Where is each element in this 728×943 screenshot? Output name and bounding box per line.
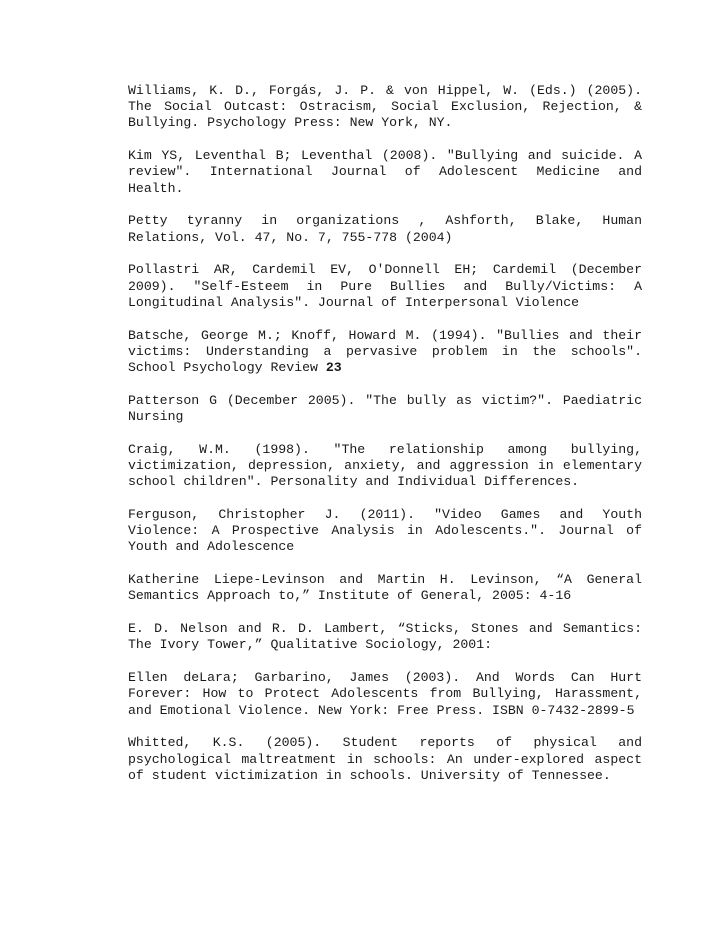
reference-text: Batsche, George M.; Knoff, Howard M. (1994). "Bullies and their victims: Understanding a pervasive problem in the schools". School Psychology Review bbox=[128, 327, 642, 376]
reference-entry bbox=[128, 213, 642, 245]
volume-number: 23 bbox=[325, 360, 342, 376]
reference-text: Katherine Liepe-Levinson and Martin H. Levinson, “A General Semantics Approach to,” Institute of General, 2005: 4-16 bbox=[128, 572, 642, 604]
reference-text: Petty tyranny in organizations , Ashforth, Blake, Human Relations, Vol. 47, No. 7, 755-778 (2004) bbox=[128, 213, 642, 245]
reference-text: Williams, K. D., Forgás, J. P. & von Hippel, W. (Eds.) (2005). The Social Outcast: Ostracism, Social Exclusion, Rejection, & Bullying. Psychology Press: New York, NY. bbox=[128, 83, 642, 131]
reference-entry bbox=[128, 442, 642, 491]
reference-text: Pollastri AR, Cardemil EV, O'Donnell EH; Cardemil (December 2009). "Self-Esteem in Pure Bullies and Bully/Victims: A Longitudinal Analysis". Journal of Interpersonal Violence bbox=[128, 262, 642, 310]
reference-entry bbox=[128, 507, 642, 556]
reference-entry bbox=[128, 328, 642, 377]
reference-text: E. D. Nelson and R. D. Lambert, “Sticks, Stones and Semantics: The Ivory Tower,” Qualitative Sociology, 2001: bbox=[128, 621, 642, 653]
reference-entry bbox=[128, 393, 642, 425]
reference-entry bbox=[128, 262, 642, 311]
reference-entry bbox=[128, 621, 642, 653]
reference-text: Kim YS, Leventhal B; Leventhal (2008). "Bullying and suicide. A review". International Journal of Adolescent Medicine and Health. bbox=[128, 148, 642, 196]
reference-text: Craig, W.M. (1998). "The relationship among bullying, victimization, depression, anxiety, and aggression in elementary school children". Personality and Individual Differences. bbox=[128, 441, 642, 490]
reference-entry bbox=[128, 670, 642, 719]
reference-text: Whitted, K.S. (2005). Student reports of physical and psychological maltreatment in schools: An under-explored aspect of student victimization in schools. University of Tennessee. bbox=[128, 735, 642, 783]
reference-entry bbox=[128, 735, 642, 784]
reference-list bbox=[128, 83, 642, 801]
reference-entry bbox=[128, 148, 642, 197]
reference-text: Patterson G (December 2005). "The bully as victim?". Paediatric Nursing bbox=[128, 392, 642, 425]
reference-text: Ferguson, Christopher J. (2011). "Video Games and Youth Violence: A Prospective Analysis in Adolescents.". Journal of Youth and Adolescence bbox=[128, 507, 642, 555]
reference-entry bbox=[128, 83, 642, 132]
reference-entry bbox=[128, 572, 642, 604]
reference-text: Ellen deLara; Garbarino, James (2003). And Words Can Hurt Forever: How to Protect Adolescents from Bullying, Harassment, and Emotional Violence. New York: Free Press. ISBN 0-7432-2899-5 bbox=[128, 670, 642, 718]
